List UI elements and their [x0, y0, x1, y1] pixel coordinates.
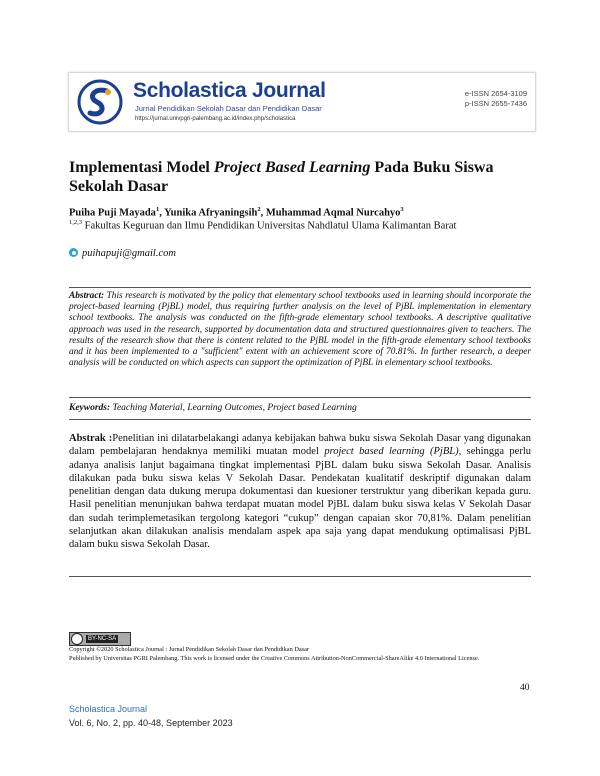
journal-url[interactable]: https://jurnal.univpgri-palembang.ac.id/index.php/scholastica	[135, 116, 296, 122]
footer-volume: Vol. 6, No. 2, pp. 40-48, September 2023	[69, 718, 233, 728]
issn-block	[465, 89, 527, 109]
title-part1: Implementasi Model	[69, 159, 214, 176]
abstrak-label: Abstrak :	[69, 433, 113, 444]
author-1: Puiha Puji Mayada	[69, 207, 156, 219]
affiliation-text: Fakultas Keguruan dan Ilmu Pendidikan Universitas Nahdlatul Ulama Kalimantan Barat	[84, 220, 457, 232]
affiliation-sup: 1,2,3	[69, 219, 82, 226]
email-text[interactable]: puihapuji@gmail.com	[82, 248, 176, 259]
divider	[69, 419, 531, 420]
cc-icon	[71, 633, 83, 645]
published-line: Published by Universitas PGRI Palembang. This work is licensed under the Creative Commons Attribution-NonCommercial-ShareAlike 4.0 International License.	[69, 654, 480, 662]
divider	[69, 287, 531, 288]
author-email[interactable]	[69, 248, 176, 259]
keywords-text: Teaching Material, Learning Outcomes, Project based Learning	[112, 403, 357, 413]
abstract-text: This research is motivated by the policy that elementary school textbooks used in learning should incorporate the project-based learning (PjBL) model, thus requiring further analysis on the level of PjBL implementation in elementary school textbooks. The analysis was conducted on the fifth-grade elementary school textbooks. A descriptive qualitative approach was used in the research, supported by documentation data and structured questionnaires given to teachers. The results of the research show that there is content related to the PjBL model in the fifth-grade elementary school textbooks and it has been implemented to a "sufficient" extent with an achievement score of 70.81%. In further research, a deeper analysis will be conducted on which aspects can support the optimization of PjBL in elementary school textbooks.	[69, 291, 531, 369]
title-part2: Pada Buku Siswa Sekolah Dasar	[69, 159, 494, 195]
email-icon	[69, 248, 78, 257]
author-2-sup: 2	[257, 206, 261, 213]
abstrak-indonesian	[69, 432, 531, 552]
author-1-sup: 1	[155, 206, 160, 213]
cc-license-badge[interactable]	[69, 632, 131, 646]
page-number: 40	[520, 683, 530, 693]
footer-journal: Scholastica Journal	[69, 704, 148, 714]
authors: Puiha Puji Mayada$^1$, Yunika Afryaningsih$^2$, Muhammad Aqmal Nurcahyo$^3$	[69, 206, 404, 219]
affiliation	[69, 219, 456, 232]
keywords	[69, 403, 531, 413]
copyright-notice	[69, 646, 531, 664]
title-italic: Project Based Learning	[213, 159, 371, 176]
eissn: e-ISSN 2654-3109	[464, 89, 527, 98]
pissn: p-ISSN 2655-7436	[464, 99, 527, 108]
author-2: Yunika Afryaningsih	[164, 207, 258, 219]
abstrak-italic: project based learning (PjBL),	[324, 446, 462, 458]
article-title	[69, 158, 539, 196]
abstract-label: Abstract:	[69, 291, 105, 301]
author-3: Muhammad Aqmal Nurcahyo	[265, 207, 401, 219]
abstrak-text-2: sehingga perlu adanya analisis lanjut bagaimana tingkat implementasi PjBL dalam buku siswa Sekolah Dasar. Analisis dilakukan pada buku siswa kelas V Sekolah Dasar. Pendekatan kualitatif deskriptif digunakan dalam penelitian dengan data dukung merupa dokumentasi dan kuesioner terstruktur yang diberikan kepada guru. Hasil penelitian menunjukan bahwa terdapat muatan model PjBL dalam buku siswa kelas V Sekolah Dasar dan sudah terimplemetasikan tergolong kategori “cukup” dengan capaian skor 70,81%. Dalam penelitian selanjutkan akan dilakukan analisis mendalam aspek apa saja yang dapat mendukung optimalisasi PjBL dalam buku siswa Sekolah Dasar.	[69, 446, 531, 551]
journal-name: Scholastica Journal	[133, 79, 326, 102]
cc-badge-text: BY-NC-SA	[88, 636, 117, 642]
journal-logo-icon	[77, 79, 123, 125]
journal-banner	[68, 72, 536, 132]
divider	[69, 397, 531, 398]
abstract-english	[69, 291, 531, 369]
divider	[69, 576, 531, 577]
author-3-sup: 3	[400, 206, 404, 213]
keywords-label: Keywords:	[69, 403, 111, 413]
copyright-line: Copyright ©2020 Scholastica Journal : Jurnal Pendidikan Sekolah Dasar dan Pendidikan Dasar	[69, 646, 309, 653]
abstrak-text-1: Penelitian ini dilatarbelakangi adanya kebijakan bahwa buku siswa Sekolah Dasar yang digunakan dalam pembelajaran hendaknya memiliki muatan model	[69, 433, 531, 458]
journal-subtitle: Jurnal Pendidikan Sekolah Dasar dan Pendidikan Dasar	[135, 104, 322, 113]
